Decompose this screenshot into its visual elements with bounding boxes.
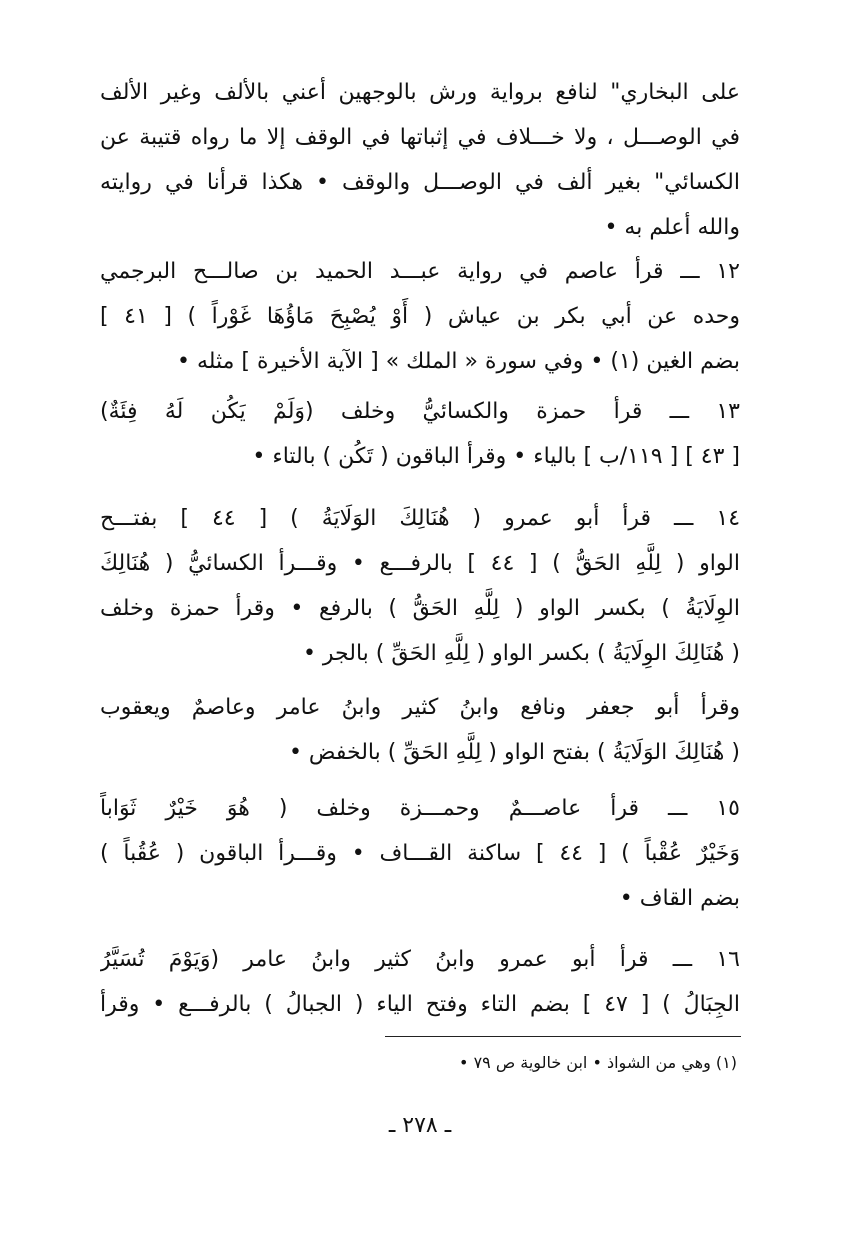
footnote: (١) وهي من الشواذ • ابن خالوية ص ٧٩ • (459, 1053, 737, 1072)
paragraph-16 (100, 937, 740, 1027)
text-line: ١٢ ـــ قرأ عاصم في رواية عبـــد الحميد بن صالـــح البرجمي (100, 259, 740, 284)
text-line: ١٥ ـــ قرأ عاصـــمٌ وحمـــزة وخلف ( هُوَ خَيْرٌ ثَوَاباً (100, 796, 740, 821)
text-line: على البخاري" لنافع برواية ورش بالوجهين أعني بالألف وغير الألف (100, 80, 740, 105)
text-line: ( هُنَالِكَ الوِلَايَةُ ) بكسر الواو ( لِلَّهِ الحَقِّ ) بالجر • (302, 641, 740, 666)
paragraph-14 (100, 496, 740, 676)
text-line: ١٣ ـــ قرأ حمزة والكسائيُّ وخلف (وَلَمْ يَكُن لَهُ فِئَةٌ) (100, 399, 740, 424)
text-line: بضم القاف • (619, 886, 740, 911)
text-line: الكسائي" بغير ألف في الوصـــل والوقف • هكذا قرأنا في روايته (100, 170, 740, 195)
paragraph-13 (100, 389, 740, 479)
paragraph-14-continued (100, 685, 740, 775)
text-line: الواو ( لِلَّهِ الحَقُّ ) [ ٤٤ ] بالرفـــع • وقـــرأ الكسائيُّ ( هُنَالِكَ (100, 551, 740, 576)
paragraph-12 (100, 249, 740, 384)
text-line: [ ٤٣ ] [ ١١٩/ب ] بالياء • وقرأ الباقون ( تَكُن ) بالتاء • (252, 444, 740, 469)
text-line: الوِلَايَةُ ) بكسر الواو ( لِلَّهِ الحَقُّ ) بالرفع • وقرأ حمزة وخلف (100, 596, 740, 621)
text-line: ١٦ ـــ قرأ أبو عمرو وابنُ كثير وابنُ عامر (وَيَوْمَ تُسَيَّرُ (100, 947, 740, 972)
text-line: الجِبَالُ ) [ ٤٧ ] بضم التاء وفتح الياء ( الجبالُ ) بالرفـــع • وقرأ (100, 992, 740, 1017)
text-line: وقرأ أبو جعفر ونافع وابنُ كثير وابنُ عامر وعاصمٌ ويعقوب (100, 695, 740, 720)
text-line: في الوصـــل ، ولا خـــلاف في إثباتها في الوقف إلا ما رواه قتيبة عن (100, 125, 740, 150)
text-line: وحده عن أبي بكر بن عياش ( أَوْ يُصْبِحَ مَاؤُهَا غَوْراً ) [ ٤١ ] (100, 304, 740, 329)
text-line: ١٤ ـــ قرأ أبو عمرو ( هُنَالِكَ الوَلَايَةُ ) [ ٤٤ ] بفتـــح (100, 506, 740, 531)
paragraph-15 (100, 786, 740, 921)
paragraph-intro (100, 70, 740, 250)
page-number: ـ ٢٧٨ ـ (388, 1113, 452, 1138)
text-line: والله أعلم به • (604, 215, 740, 240)
footnote-divider (385, 1036, 741, 1037)
text-line: بضم الغين (١) • وفي سورة « الملك » [ الآية الأخيرة ] مثله • (176, 349, 740, 374)
text-line: وَخَيْرٌ عُقْباً ) [ ٤٤ ] ساكنة القـــاف • وقـــرأ الباقون ( عُقُباً ) (100, 841, 740, 866)
text-line: ( هُنَالِكَ الوَلَايَةُ ) بفتح الواو ( لِلَّهِ الحَقِّ ) بالخفض • (288, 740, 740, 765)
